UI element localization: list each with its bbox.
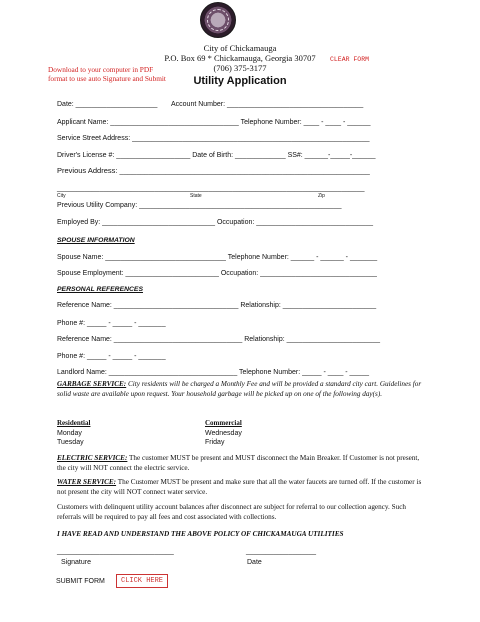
residential-days bbox=[57, 419, 90, 448]
electric-policy bbox=[57, 454, 425, 473]
residential-day-1: Monday bbox=[57, 429, 82, 437]
previous-address-field[interactable]: Previous Address: ____________________________________________________________ bbox=[57, 166, 370, 175]
landlord-field[interactable]: Landlord Name: _________________________________ Telephone Number: _____ - ____ - _____ bbox=[57, 369, 370, 376]
address-line-2[interactable]: _______________________________________________________________________________ bbox=[57, 185, 365, 192]
applicant-name-field[interactable]: Applicant Name: _________________________________ Telephone Number: ____ - ____ - ______ bbox=[57, 119, 371, 126]
commercial-header: Commercial bbox=[205, 419, 242, 427]
garbage-label: GARBAGE SERVICE: bbox=[57, 380, 127, 388]
date-line[interactable]: __________________ bbox=[246, 548, 317, 555]
date-label: Date bbox=[247, 559, 262, 566]
previous-utility-field[interactable]: Previous Utility Company: ____________________________________________________ bbox=[57, 202, 342, 209]
service-address-field[interactable]: Service Street Address: _____________________________________________________________ bbox=[57, 135, 370, 142]
page-title: Utility Application bbox=[193, 75, 287, 87]
signature-label: Signature bbox=[61, 559, 91, 566]
water-text: The Customer MUST be present and make sure that all the water faucets are turned off. If the customer is not present the city will NOT connect water service. bbox=[57, 478, 422, 496]
spouse-name-field[interactable]: Spouse Name: _______________________________ Telephone Number: ______ - ______ - _______ bbox=[57, 254, 378, 261]
account-number-field[interactable]: Account Number: ___________________________________ bbox=[171, 101, 364, 108]
submit-form-label: SUBMIT FORM bbox=[56, 578, 105, 585]
residential-header: Residential bbox=[57, 419, 91, 427]
reference-2-phone[interactable]: Phone #: _____ - _____ - _______ bbox=[57, 353, 166, 360]
reference-2-field[interactable]: Reference Name: _________________________________ Relationship: ________________________ bbox=[57, 336, 381, 343]
signature-line[interactable]: ______________________________ bbox=[57, 548, 174, 555]
drivers-license-field[interactable]: Driver's License #: ___________________ Date of Birth: _____________ SS#: ______-_____-______ bbox=[57, 152, 376, 159]
download-note-line-1: Download to your computer in PDF bbox=[48, 65, 154, 74]
commercial-days bbox=[205, 419, 242, 448]
city-label: City bbox=[57, 193, 66, 199]
electric-text: The customer MUST be present and MUST disconnect the Main Breaker. If Customer is not present, the city will NOT connect the electric service. bbox=[57, 454, 420, 472]
reference-1-phone[interactable]: Phone #: _____ - _____ - _______ bbox=[57, 320, 166, 327]
acknowledgement: I HAVE READ AND UNDERSTAND THE ABOVE POLICY OF CHICKAMAUGA UTILITIES bbox=[57, 530, 344, 538]
commercial-day-2: Friday bbox=[205, 439, 225, 446]
clear-form-button[interactable]: CLEAR FORM bbox=[330, 56, 370, 63]
city-name: City of Chickamauga bbox=[203, 43, 277, 53]
reference-1-field[interactable]: Reference Name: ________________________________ Relationship: ________________________ bbox=[57, 302, 377, 309]
electric-label: ELECTRIC SERVICE: bbox=[57, 454, 128, 462]
download-note-line-2: format to use auto Signature and Submit bbox=[48, 74, 166, 83]
submit-click-here-button[interactable]: CLICK HERE bbox=[116, 574, 168, 588]
personal-references-header: PERSONAL REFERENCES bbox=[57, 286, 143, 293]
delinquent-policy: Customers with delinquent utility account balances after disconnect are subject for referral to our collection agency. Such referrals will be required to pay all fees and cost associated with collections. bbox=[57, 503, 407, 521]
zip-label: Zip bbox=[318, 193, 325, 199]
garbage-text: City residents will be charged a Monthly Fee and will be provided a standard city cart. Guidelines for solid waste are available upon request. Your household garbage will be picked up on one of the following day(s). bbox=[57, 380, 422, 398]
employed-by-field[interactable]: Employed By: _____________________________ Occupation: ______________________________ bbox=[57, 219, 374, 226]
date-field[interactable]: Date: _____________________ bbox=[57, 101, 158, 108]
water-label: WATER SERVICE: bbox=[57, 478, 117, 486]
state-label: State bbox=[190, 193, 202, 199]
spouse-info-header: SPOUSE INFORMATION bbox=[57, 237, 135, 244]
city-seal bbox=[200, 2, 236, 38]
spouse-employment-field[interactable]: Spouse Employment: ________________________ Occupation: ______________________________ bbox=[57, 270, 377, 277]
residential-day-2: Tuesday bbox=[57, 439, 84, 446]
garbage-policy bbox=[57, 380, 425, 399]
water-policy bbox=[57, 478, 425, 497]
city-phone: (706) 375-3177 bbox=[213, 63, 267, 73]
commercial-day-1: Wednesday bbox=[205, 429, 242, 437]
city-address: P.O. Box 69 * Chickamauga, Georgia 30707 bbox=[164, 53, 316, 63]
